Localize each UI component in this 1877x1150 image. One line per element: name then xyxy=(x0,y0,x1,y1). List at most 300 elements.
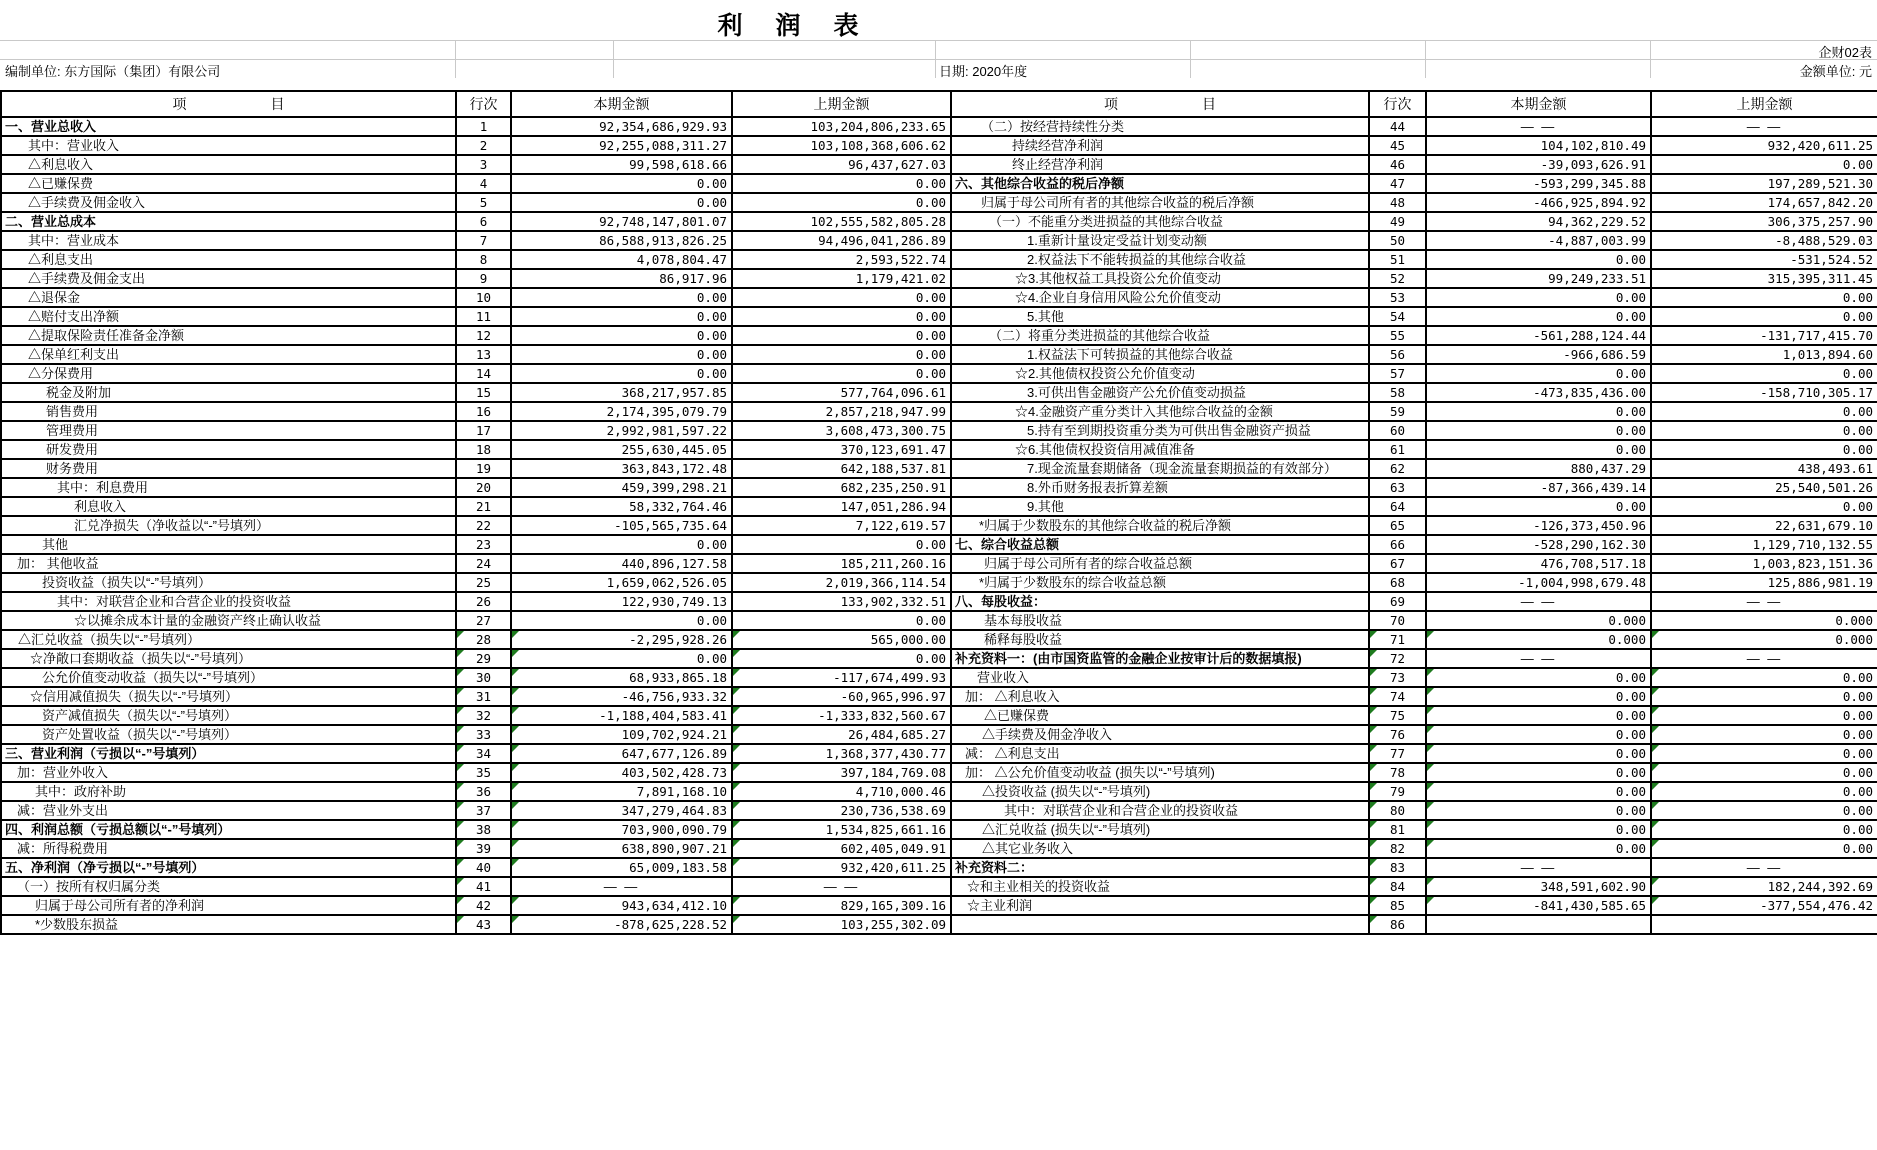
current-amount-cell[interactable]: -528,290,162.30 xyxy=(1426,535,1651,554)
line-no-cell[interactable]: 66 xyxy=(1369,535,1426,554)
current-amount-cell[interactable]: -39,093,626.91 xyxy=(1426,155,1651,174)
item-cell[interactable]: 其中：利息费用 xyxy=(1,478,456,497)
prior-amount-cell[interactable]: 197,289,521.30 xyxy=(1651,174,1877,193)
line-no-cell[interactable]: 17 xyxy=(456,421,511,440)
prior-amount-cell[interactable]: 0.00 xyxy=(1651,307,1877,326)
current-amount-cell[interactable]: 109,702,924.21 xyxy=(511,725,732,744)
prior-amount-cell[interactable]: — — xyxy=(732,877,951,896)
prior-amount-cell[interactable]: 0.00 xyxy=(1651,288,1877,307)
header-item-left[interactable]: 项 目 xyxy=(1,91,456,117)
item-cell[interactable]: 税金及附加 xyxy=(1,383,456,402)
item-cell[interactable]: 一、营业总收入 xyxy=(1,117,456,136)
line-no-cell[interactable]: 27 xyxy=(456,611,511,630)
prior-amount-cell[interactable]: 96,437,627.03 xyxy=(732,155,951,174)
line-no-cell[interactable]: 85 xyxy=(1369,896,1426,915)
current-amount-cell[interactable]: 4,078,804.47 xyxy=(511,250,732,269)
current-amount-cell[interactable]: 0.00 xyxy=(1426,782,1651,801)
current-amount-cell[interactable]: 104,102,810.49 xyxy=(1426,136,1651,155)
current-amount-cell[interactable]: -1,188,404,583.41 xyxy=(511,706,732,725)
current-amount-cell[interactable]: 0.00 xyxy=(511,193,732,212)
item-cell[interactable]: 5.持有至到期投资重分类为可供出售金融资产损益 xyxy=(951,421,1369,440)
current-amount-cell[interactable]: 0.00 xyxy=(1426,440,1651,459)
line-no-cell[interactable]: 84 xyxy=(1369,877,1426,896)
item-cell[interactable]: 持续经营净利润 xyxy=(951,136,1369,155)
current-amount-cell[interactable]: 0.00 xyxy=(511,649,732,668)
line-no-cell[interactable]: 48 xyxy=(1369,193,1426,212)
current-amount-cell[interactable]: 0.00 xyxy=(511,364,732,383)
item-cell[interactable]: 其他 xyxy=(1,535,456,554)
line-no-cell[interactable]: 37 xyxy=(456,801,511,820)
item-cell[interactable]: 终止经营净利润 xyxy=(951,155,1369,174)
current-amount-cell[interactable]: -561,288,124.44 xyxy=(1426,326,1651,345)
current-amount-cell[interactable]: -4,887,003.99 xyxy=(1426,231,1651,250)
item-cell[interactable]: 稀释每股收益 xyxy=(951,630,1369,649)
current-amount-cell[interactable]: 92,255,088,311.27 xyxy=(511,136,732,155)
prior-amount-cell[interactable]: — — xyxy=(1651,649,1877,668)
prior-amount-cell[interactable]: 147,051,286.94 xyxy=(732,497,951,516)
prior-amount-cell[interactable]: 1,129,710,132.55 xyxy=(1651,535,1877,554)
line-no-cell[interactable]: 5 xyxy=(456,193,511,212)
item-cell[interactable]: 补充资料一：(由市国资监管的金融企业按审计后的数据填报) xyxy=(951,649,1369,668)
line-no-cell[interactable]: 63 xyxy=(1369,478,1426,497)
item-cell[interactable]: △利息支出 xyxy=(1,250,456,269)
current-amount-cell[interactable]: 7,891,168.10 xyxy=(511,782,732,801)
item-cell[interactable]: 5.其他 xyxy=(951,307,1369,326)
current-amount-cell[interactable]: 0.00 xyxy=(1426,421,1651,440)
line-no-cell[interactable]: 9 xyxy=(456,269,511,288)
prior-amount-cell[interactable]: 102,555,582,805.28 xyxy=(732,212,951,231)
current-amount-cell[interactable]: — — xyxy=(1426,592,1651,611)
current-amount-cell[interactable]: 65,009,183.58 xyxy=(511,858,732,877)
current-amount-cell[interactable]: 1,659,062,526.05 xyxy=(511,573,732,592)
item-cell[interactable]: 六、其他综合收益的税后净额 xyxy=(951,174,1369,193)
current-amount-cell[interactable]: — — xyxy=(1426,858,1651,877)
prior-amount-cell[interactable]: 642,188,537.81 xyxy=(732,459,951,478)
item-cell[interactable]: 1.重新计量设定受益计划变动额 xyxy=(951,231,1369,250)
prior-amount-cell[interactable]: 0.00 xyxy=(1651,744,1877,763)
prior-amount-cell[interactable]: 0.00 xyxy=(1651,497,1877,516)
current-amount-cell[interactable]: 68,933,865.18 xyxy=(511,668,732,687)
item-cell[interactable]: *少数股东损益 xyxy=(1,915,456,934)
prior-amount-cell[interactable]: 7,122,619.57 xyxy=(732,516,951,535)
prior-amount-cell[interactable]: 0.00 xyxy=(732,611,951,630)
item-cell[interactable]: 8.外币财务报表折算差额 xyxy=(951,478,1369,497)
prior-amount-cell[interactable]: -158,710,305.17 xyxy=(1651,383,1877,402)
item-cell[interactable]: （二）将重分类进损益的其他综合收益 xyxy=(951,326,1369,345)
prior-amount-cell[interactable] xyxy=(1651,915,1877,934)
item-cell[interactable]: 八、每股收益： xyxy=(951,592,1369,611)
prior-amount-cell[interactable]: 174,657,842.20 xyxy=(1651,193,1877,212)
item-cell[interactable]: △已赚保费 xyxy=(1,174,456,193)
line-no-cell[interactable]: 59 xyxy=(1369,402,1426,421)
current-amount-cell[interactable]: 0.00 xyxy=(1426,725,1651,744)
current-amount-cell[interactable]: 92,354,686,929.93 xyxy=(511,117,732,136)
prior-amount-cell[interactable]: 0.00 xyxy=(1651,706,1877,725)
item-cell[interactable]: △其它业务收入 xyxy=(951,839,1369,858)
item-cell[interactable]: 管理费用 xyxy=(1,421,456,440)
line-no-cell[interactable]: 51 xyxy=(1369,250,1426,269)
prior-amount-cell[interactable]: 103,255,302.09 xyxy=(732,915,951,934)
current-amount-cell[interactable]: -46,756,933.32 xyxy=(511,687,732,706)
current-amount-cell[interactable]: 348,591,602.90 xyxy=(1426,877,1651,896)
current-amount-cell[interactable]: 0.00 xyxy=(1426,801,1651,820)
current-amount-cell[interactable]: — — xyxy=(1426,649,1651,668)
line-no-cell[interactable]: 11 xyxy=(456,307,511,326)
item-cell[interactable]: （一）不能重分类进损益的其他综合收益 xyxy=(951,212,1369,231)
line-no-cell[interactable]: 23 xyxy=(456,535,511,554)
current-amount-cell[interactable]: — — xyxy=(511,877,732,896)
current-amount-cell[interactable]: -87,366,439.14 xyxy=(1426,478,1651,497)
line-no-cell[interactable]: 45 xyxy=(1369,136,1426,155)
prior-amount-cell[interactable]: 1,534,825,661.16 xyxy=(732,820,951,839)
prior-amount-cell[interactable]: -117,674,499.93 xyxy=(732,668,951,687)
prior-amount-cell[interactable]: -531,524.52 xyxy=(1651,250,1877,269)
prior-amount-cell[interactable]: 0.00 xyxy=(732,174,951,193)
item-cell[interactable]: △赔付支出净额 xyxy=(1,307,456,326)
prior-amount-cell[interactable]: 0.00 xyxy=(732,364,951,383)
item-cell[interactable]: ☆6.其他债权投资信用减值准备 xyxy=(951,440,1369,459)
prior-amount-cell[interactable]: 2,857,218,947.99 xyxy=(732,402,951,421)
item-cell[interactable]: 三、营业利润（亏损以“-”号填列） xyxy=(1,744,456,763)
line-no-cell[interactable]: 42 xyxy=(456,896,511,915)
line-no-cell[interactable]: 15 xyxy=(456,383,511,402)
line-no-cell[interactable]: 82 xyxy=(1369,839,1426,858)
item-cell[interactable]: 归属于母公司所有者的综合收益总额 xyxy=(951,554,1369,573)
item-cell[interactable]: 加： △公允价值变动收益 (损失以“-”号填列) xyxy=(951,763,1369,782)
item-cell[interactable]: 补充资料二： xyxy=(951,858,1369,877)
line-no-cell[interactable]: 40 xyxy=(456,858,511,877)
item-cell[interactable]: ☆4.金融资产重分类计入其他综合收益的金额 xyxy=(951,402,1369,421)
current-amount-cell[interactable]: 2,992,981,597.22 xyxy=(511,421,732,440)
current-amount-cell[interactable]: 0.00 xyxy=(511,326,732,345)
item-cell[interactable]: 加：营业外收入 xyxy=(1,763,456,782)
line-no-cell[interactable]: 38 xyxy=(456,820,511,839)
line-no-cell[interactable]: 33 xyxy=(456,725,511,744)
prior-amount-cell[interactable]: 1,013,894.60 xyxy=(1651,345,1877,364)
line-no-cell[interactable]: 24 xyxy=(456,554,511,573)
line-no-cell[interactable]: 6 xyxy=(456,212,511,231)
current-amount-cell[interactable]: 476,708,517.18 xyxy=(1426,554,1651,573)
prior-amount-cell[interactable]: 438,493.61 xyxy=(1651,459,1877,478)
prior-amount-cell[interactable]: 0.00 xyxy=(1651,839,1877,858)
line-no-cell[interactable]: 31 xyxy=(456,687,511,706)
item-cell[interactable]: *归属于少数股东的综合收益总额 xyxy=(951,573,1369,592)
line-no-cell[interactable]: 18 xyxy=(456,440,511,459)
line-no-cell[interactable]: 22 xyxy=(456,516,511,535)
current-amount-cell[interactable] xyxy=(1426,915,1651,934)
current-amount-cell[interactable]: 0.00 xyxy=(511,345,732,364)
item-cell[interactable]: 销售费用 xyxy=(1,402,456,421)
line-no-cell[interactable]: 49 xyxy=(1369,212,1426,231)
item-cell[interactable]: △保单红利支出 xyxy=(1,345,456,364)
current-amount-cell[interactable]: 0.00 xyxy=(1426,364,1651,383)
line-no-cell[interactable]: 44 xyxy=(1369,117,1426,136)
prior-amount-cell[interactable]: 0.00 xyxy=(1651,364,1877,383)
header-line-no-right[interactable]: 行次 xyxy=(1369,91,1426,117)
line-no-cell[interactable]: 28 xyxy=(456,630,511,649)
prior-amount-cell[interactable]: 133,902,332.51 xyxy=(732,592,951,611)
current-amount-cell[interactable]: 703,900,090.79 xyxy=(511,820,732,839)
item-cell[interactable]: 四、利润总额（亏损总额以“-”号填列） xyxy=(1,820,456,839)
current-amount-cell[interactable]: 0.00 xyxy=(1426,307,1651,326)
line-no-cell[interactable]: 67 xyxy=(1369,554,1426,573)
line-no-cell[interactable]: 50 xyxy=(1369,231,1426,250)
current-amount-cell[interactable]: 0.00 xyxy=(1426,706,1651,725)
prior-amount-cell[interactable]: — — xyxy=(1651,858,1877,877)
header-prior-right[interactable]: 上期金额 xyxy=(1651,91,1877,117)
prior-amount-cell[interactable]: 577,764,096.61 xyxy=(732,383,951,402)
current-amount-cell[interactable]: 459,399,298.21 xyxy=(511,478,732,497)
item-cell[interactable]: 7.现金流量套期储备（现金流量套期损益的有效部分） xyxy=(951,459,1369,478)
header-prior-left[interactable]: 上期金额 xyxy=(732,91,951,117)
current-amount-cell[interactable]: 347,279,464.83 xyxy=(511,801,732,820)
current-amount-cell[interactable]: -1,004,998,679.48 xyxy=(1426,573,1651,592)
prior-amount-cell[interactable]: 602,405,049.91 xyxy=(732,839,951,858)
line-no-cell[interactable]: 75 xyxy=(1369,706,1426,725)
line-no-cell[interactable]: 36 xyxy=(456,782,511,801)
item-cell[interactable]: △提取保险责任准备金净额 xyxy=(1,326,456,345)
line-no-cell[interactable]: 3 xyxy=(456,155,511,174)
line-no-cell[interactable]: 39 xyxy=(456,839,511,858)
current-amount-cell[interactable]: 255,630,445.05 xyxy=(511,440,732,459)
prior-amount-cell[interactable]: 0.00 xyxy=(1651,440,1877,459)
line-no-cell[interactable]: 16 xyxy=(456,402,511,421)
current-amount-cell[interactable]: 0.00 xyxy=(1426,744,1651,763)
header-item-right[interactable]: 项 目 xyxy=(951,91,1369,117)
current-amount-cell[interactable]: 2,174,395,079.79 xyxy=(511,402,732,421)
current-amount-cell[interactable]: 647,677,126.89 xyxy=(511,744,732,763)
line-no-cell[interactable]: 76 xyxy=(1369,725,1426,744)
current-amount-cell[interactable]: 0.00 xyxy=(1426,839,1651,858)
line-no-cell[interactable]: 13 xyxy=(456,345,511,364)
line-no-cell[interactable]: 57 xyxy=(1369,364,1426,383)
prior-amount-cell[interactable]: 932,420,611.25 xyxy=(1651,136,1877,155)
current-amount-cell[interactable]: 99,249,233.51 xyxy=(1426,269,1651,288)
prior-amount-cell[interactable]: 565,000.00 xyxy=(732,630,951,649)
prior-amount-cell[interactable]: 0.00 xyxy=(1651,763,1877,782)
prior-amount-cell[interactable]: — — xyxy=(1651,117,1877,136)
line-no-cell[interactable]: 73 xyxy=(1369,668,1426,687)
current-amount-cell[interactable]: 368,217,957.85 xyxy=(511,383,732,402)
line-no-cell[interactable]: 58 xyxy=(1369,383,1426,402)
current-amount-cell[interactable]: -841,430,585.65 xyxy=(1426,896,1651,915)
prior-amount-cell[interactable]: 0.00 xyxy=(1651,801,1877,820)
prior-amount-cell[interactable]: 306,375,257.90 xyxy=(1651,212,1877,231)
current-amount-cell[interactable]: 94,362,229.52 xyxy=(1426,212,1651,231)
prior-amount-cell[interactable]: 0.00 xyxy=(1651,782,1877,801)
line-no-cell[interactable]: 52 xyxy=(1369,269,1426,288)
current-amount-cell[interactable]: -473,835,436.00 xyxy=(1426,383,1651,402)
current-amount-cell[interactable]: -966,686.59 xyxy=(1426,345,1651,364)
line-no-cell[interactable]: 77 xyxy=(1369,744,1426,763)
current-amount-cell[interactable]: -593,299,345.88 xyxy=(1426,174,1651,193)
item-cell[interactable]: 加： △利息收入 xyxy=(951,687,1369,706)
prior-amount-cell[interactable]: 0.00 xyxy=(732,326,951,345)
current-amount-cell[interactable]: 0.00 xyxy=(1426,668,1651,687)
prior-amount-cell[interactable]: 315,395,311.45 xyxy=(1651,269,1877,288)
current-amount-cell[interactable]: 0.000 xyxy=(1426,611,1651,630)
current-amount-cell[interactable]: 0.000 xyxy=(1426,630,1651,649)
prior-amount-cell[interactable]: 682,235,250.91 xyxy=(732,478,951,497)
line-no-cell[interactable]: 12 xyxy=(456,326,511,345)
item-cell[interactable]: 2.权益法下不能转损益的其他综合收益 xyxy=(951,250,1369,269)
line-no-cell[interactable]: 68 xyxy=(1369,573,1426,592)
prior-amount-cell[interactable]: 0.00 xyxy=(1651,402,1877,421)
line-no-cell[interactable]: 71 xyxy=(1369,630,1426,649)
prior-amount-cell[interactable]: -8,488,529.03 xyxy=(1651,231,1877,250)
item-cell[interactable]: ☆3.其他权益工具投资公允价值变动 xyxy=(951,269,1369,288)
item-cell[interactable]: 汇兑净损失（净收益以“-”号填列） xyxy=(1,516,456,535)
current-amount-cell[interactable]: -2,295,928.26 xyxy=(511,630,732,649)
prior-amount-cell[interactable]: 185,211,260.16 xyxy=(732,554,951,573)
item-cell[interactable]: 3.可供出售金融资产公允价值变动损益 xyxy=(951,383,1369,402)
line-no-cell[interactable]: 64 xyxy=(1369,497,1426,516)
item-cell[interactable]: 营业收入 xyxy=(951,668,1369,687)
item-cell[interactable]: 减：所得税费用 xyxy=(1,839,456,858)
prior-amount-cell[interactable]: 125,886,981.19 xyxy=(1651,573,1877,592)
prior-amount-cell[interactable]: 370,123,691.47 xyxy=(732,440,951,459)
current-amount-cell[interactable]: 58,332,764.46 xyxy=(511,497,732,516)
prior-amount-cell[interactable]: 0.000 xyxy=(1651,611,1877,630)
line-no-cell[interactable]: 61 xyxy=(1369,440,1426,459)
prior-amount-cell[interactable]: 1,003,823,151.36 xyxy=(1651,554,1877,573)
current-amount-cell[interactable]: 92,748,147,801.07 xyxy=(511,212,732,231)
line-no-cell[interactable]: 25 xyxy=(456,573,511,592)
line-no-cell[interactable]: 53 xyxy=(1369,288,1426,307)
prior-amount-cell[interactable]: 2,019,366,114.54 xyxy=(732,573,951,592)
item-cell[interactable]: 资产减值损失（损失以“-”号填列） xyxy=(1,706,456,725)
prior-amount-cell[interactable]: 94,496,041,286.89 xyxy=(732,231,951,250)
current-amount-cell[interactable]: -105,565,735.64 xyxy=(511,516,732,535)
current-amount-cell[interactable]: 0.00 xyxy=(511,288,732,307)
line-no-cell[interactable]: 56 xyxy=(1369,345,1426,364)
prior-amount-cell[interactable]: -131,717,415.70 xyxy=(1651,326,1877,345)
prior-amount-cell[interactable]: 0.000 xyxy=(1651,630,1877,649)
line-no-cell[interactable]: 79 xyxy=(1369,782,1426,801)
item-cell[interactable]: 其中：对联营企业和合营企业的投资收益 xyxy=(951,801,1369,820)
item-cell[interactable]: 基本每股收益 xyxy=(951,611,1369,630)
item-cell[interactable]: 公允价值变动收益（损失以“-”号填列） xyxy=(1,668,456,687)
item-cell[interactable]: 七、综合收益总额 xyxy=(951,535,1369,554)
item-cell[interactable]: ☆主业利润 xyxy=(951,896,1369,915)
item-cell[interactable]: 减：营业外支出 xyxy=(1,801,456,820)
prior-amount-cell[interactable]: 3,608,473,300.75 xyxy=(732,421,951,440)
item-cell[interactable]: ☆和主业相关的投资收益 xyxy=(951,877,1369,896)
item-cell[interactable]: 减： △利息支出 xyxy=(951,744,1369,763)
item-cell[interactable]: 研发费用 xyxy=(1,440,456,459)
prior-amount-cell[interactable]: 182,244,392.69 xyxy=(1651,877,1877,896)
prior-amount-cell[interactable]: 103,108,368,606.62 xyxy=(732,136,951,155)
prior-amount-cell[interactable]: 1,368,377,430.77 xyxy=(732,744,951,763)
prior-amount-cell[interactable]: 103,204,806,233.65 xyxy=(732,117,951,136)
prior-amount-cell[interactable]: 0.00 xyxy=(732,649,951,668)
item-cell[interactable]: △手续费及佣金收入 xyxy=(1,193,456,212)
prior-amount-cell[interactable]: 1,179,421.02 xyxy=(732,269,951,288)
current-amount-cell[interactable]: 0.00 xyxy=(1426,497,1651,516)
line-no-cell[interactable]: 10 xyxy=(456,288,511,307)
line-no-cell[interactable]: 26 xyxy=(456,592,511,611)
item-cell[interactable]: 归属于母公司所有者的其他综合收益的税后净额 xyxy=(951,193,1369,212)
item-cell[interactable]: （一）按所有权归属分类 xyxy=(1,877,456,896)
prior-amount-cell[interactable]: 0.00 xyxy=(732,193,951,212)
line-no-cell[interactable]: 2 xyxy=(456,136,511,155)
current-amount-cell[interactable]: 403,502,428.73 xyxy=(511,763,732,782)
current-amount-cell[interactable]: — — xyxy=(1426,117,1651,136)
current-amount-cell[interactable]: 99,598,618.66 xyxy=(511,155,732,174)
prior-amount-cell[interactable]: 4,710,000.46 xyxy=(732,782,951,801)
header-line-no-left[interactable]: 行次 xyxy=(456,91,511,117)
line-no-cell[interactable]: 29 xyxy=(456,649,511,668)
line-no-cell[interactable]: 60 xyxy=(1369,421,1426,440)
prior-amount-cell[interactable]: 2,593,522.74 xyxy=(732,250,951,269)
line-no-cell[interactable]: 4 xyxy=(456,174,511,193)
item-cell[interactable]: △手续费及佣金净收入 xyxy=(951,725,1369,744)
item-cell[interactable]: ☆信用减值损失（损失以“-”号填列） xyxy=(1,687,456,706)
prior-amount-cell[interactable]: -60,965,996.97 xyxy=(732,687,951,706)
current-amount-cell[interactable]: 0.00 xyxy=(1426,250,1651,269)
item-cell[interactable]: 加： 其他收益 xyxy=(1,554,456,573)
prior-amount-cell[interactable]: 22,631,679.10 xyxy=(1651,516,1877,535)
line-no-cell[interactable]: 69 xyxy=(1369,592,1426,611)
item-cell[interactable]: 1.权益法下可转损益的其他综合收益 xyxy=(951,345,1369,364)
item-cell[interactable]: 归属于母公司所有者的净利润 xyxy=(1,896,456,915)
prior-amount-cell[interactable]: 0.00 xyxy=(732,535,951,554)
item-cell[interactable]: ☆以摊余成本计量的金融资产终止确认收益 xyxy=(1,611,456,630)
current-amount-cell[interactable]: -466,925,894.92 xyxy=(1426,193,1651,212)
item-cell[interactable]: △已赚保费 xyxy=(951,706,1369,725)
current-amount-cell[interactable]: 0.00 xyxy=(511,535,732,554)
line-no-cell[interactable]: 14 xyxy=(456,364,511,383)
item-cell[interactable]: 其中：政府补助 xyxy=(1,782,456,801)
prior-amount-cell[interactable]: 0.00 xyxy=(1651,687,1877,706)
current-amount-cell[interactable]: 86,917.96 xyxy=(511,269,732,288)
line-no-cell[interactable]: 21 xyxy=(456,497,511,516)
line-no-cell[interactable]: 80 xyxy=(1369,801,1426,820)
item-cell[interactable]: 资产处置收益（损失以“-”号填列） xyxy=(1,725,456,744)
current-amount-cell[interactable]: -878,625,228.52 xyxy=(511,915,732,934)
line-no-cell[interactable]: 20 xyxy=(456,478,511,497)
item-cell[interactable]: △汇兑收益 (损失以“-”号填列) xyxy=(951,820,1369,839)
line-no-cell[interactable]: 35 xyxy=(456,763,511,782)
prior-amount-cell[interactable]: -1,333,832,560.67 xyxy=(732,706,951,725)
item-cell[interactable]: △分保费用 xyxy=(1,364,456,383)
current-amount-cell[interactable]: -126,373,450.96 xyxy=(1426,516,1651,535)
prior-amount-cell[interactable]: — — xyxy=(1651,592,1877,611)
line-no-cell[interactable]: 30 xyxy=(456,668,511,687)
prior-amount-cell[interactable]: 26,484,685.27 xyxy=(732,725,951,744)
item-cell[interactable]: 其中：营业收入 xyxy=(1,136,456,155)
line-no-cell[interactable]: 19 xyxy=(456,459,511,478)
item-cell[interactable]: 其中：营业成本 xyxy=(1,231,456,250)
item-cell[interactable]: 财务费用 xyxy=(1,459,456,478)
prior-amount-cell[interactable]: -377,554,476.42 xyxy=(1651,896,1877,915)
current-amount-cell[interactable]: 880,437.29 xyxy=(1426,459,1651,478)
current-amount-cell[interactable]: 943,634,412.10 xyxy=(511,896,732,915)
prior-amount-cell[interactable]: 0.00 xyxy=(732,345,951,364)
prior-amount-cell[interactable]: 397,184,769.08 xyxy=(732,763,951,782)
line-no-cell[interactable]: 54 xyxy=(1369,307,1426,326)
item-cell[interactable]: 利息收入 xyxy=(1,497,456,516)
line-no-cell[interactable]: 47 xyxy=(1369,174,1426,193)
prior-amount-cell[interactable]: 0.00 xyxy=(732,307,951,326)
item-cell[interactable]: ☆4.企业自身信用风险公允价值变动 xyxy=(951,288,1369,307)
line-no-cell[interactable]: 46 xyxy=(1369,155,1426,174)
item-cell[interactable]: 五、净利润（净亏损以“-”号填列） xyxy=(1,858,456,877)
current-amount-cell[interactable]: 363,843,172.48 xyxy=(511,459,732,478)
item-cell[interactable]: 二、营业总成本 xyxy=(1,212,456,231)
item-cell[interactable]: ☆净敞口套期收益（损失以“-”号填列） xyxy=(1,649,456,668)
current-amount-cell[interactable]: 0.00 xyxy=(1426,687,1651,706)
